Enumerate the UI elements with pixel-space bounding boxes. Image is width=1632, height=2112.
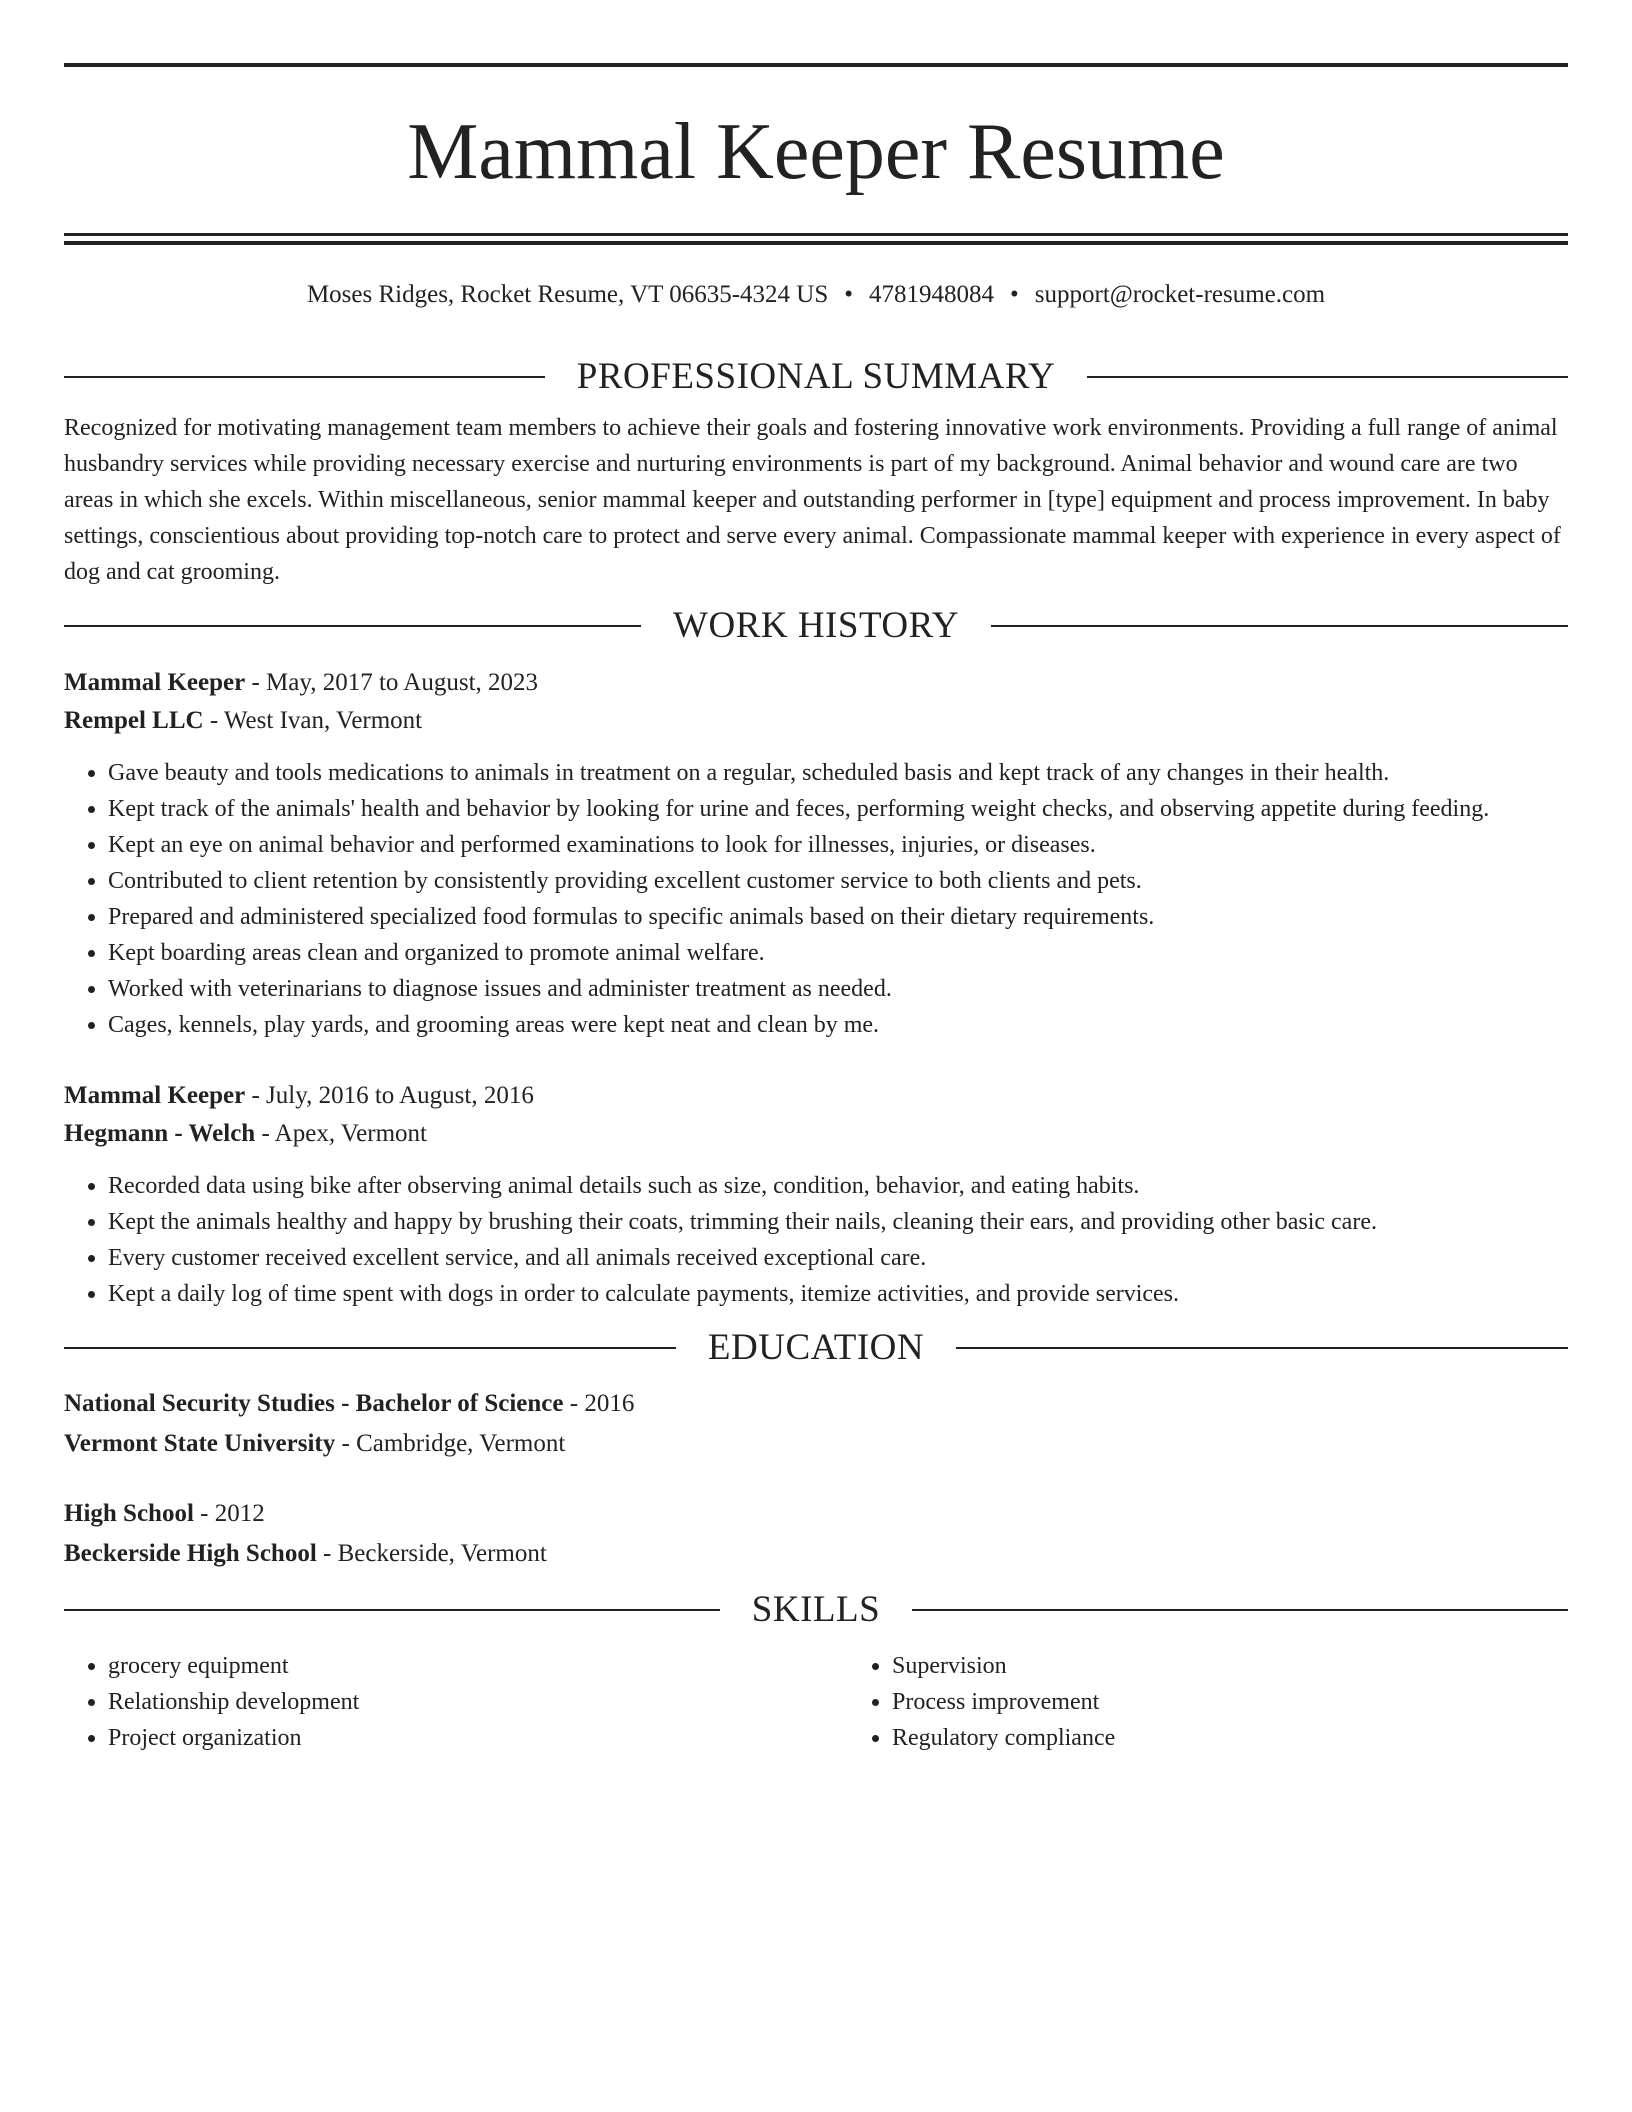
list-item: • Every customer received excellent service, and all animals received exceptional care.: [108, 1240, 1568, 1276]
job-title-line: [64, 1077, 1568, 1115]
work-heading: [64, 602, 1568, 650]
heading-rule-left: [64, 1347, 676, 1349]
education-heading: [64, 1324, 1568, 1372]
job-duties: [64, 755, 1568, 1043]
job-company: Rempel LLC: [64, 707, 204, 734]
skills-heading-label: SKILLS: [751, 1589, 881, 1630]
summary-heading: [64, 353, 1568, 401]
heading-rule-right: [991, 625, 1568, 627]
list-item: • Kept boarding areas clean and organized to promote animal welfare.: [108, 935, 1568, 971]
education-school: Beckerside High School: [64, 1540, 317, 1567]
job-location: - West Ivan, Vermont: [203, 707, 423, 734]
contact-address: Moses Ridges, Rocket Resume, VT 06635-4324 US: [306, 281, 829, 308]
job-company-line: [64, 702, 1568, 740]
title-rule-lower: [64, 241, 1568, 245]
contact-separator: •: [1010, 281, 1019, 308]
heading-rule-right: [956, 1347, 1568, 1349]
contact-line: [64, 279, 1568, 311]
heading-rule-left: [64, 376, 545, 378]
education-degree-line: [64, 1494, 1568, 1534]
job-company-line: [64, 1115, 1568, 1153]
job-entry: [64, 664, 1568, 1043]
list-item: • Worked with veterinarians to diagnose issues and administer treatment as needed.: [108, 971, 1568, 1007]
job-title: Mammal Keeper: [64, 1082, 246, 1109]
education-entry: [64, 1384, 1568, 1464]
job-title: Mammal Keeper: [64, 669, 246, 696]
work-heading-label: WORK HISTORY: [673, 605, 959, 646]
skill-item: • Relationship development: [108, 1684, 848, 1720]
list-item: • Kept the animals healthy and happy by brushing their coats, trimming their nails, cleaning their ears, and providing other basic care.: [108, 1204, 1568, 1240]
job-entry: [64, 1077, 1568, 1312]
education-school-line: [64, 1424, 1568, 1464]
skills-grid: [64, 1648, 1568, 1756]
heading-rule-right: [1087, 376, 1568, 378]
skill-item: • Project organization: [108, 1720, 848, 1756]
list-item: • Recorded data using bike after observing animal details such as size, condition, behavior, and eating habits.: [108, 1168, 1568, 1204]
resume-page: [64, 0, 1568, 1756]
education-degree: High School: [64, 1500, 194, 1527]
heading-rule-left: [64, 625, 641, 627]
summary-heading-label: PROFESSIONAL SUMMARY: [576, 356, 1056, 397]
education-heading-label: EDUCATION: [707, 1327, 925, 1368]
skills-list-right: [848, 1648, 1632, 1756]
skills-list-left: [64, 1648, 848, 1756]
list-item: • Kept a daily log of time spent with dogs in order to calculate payments, itemize activities, and provide services.: [108, 1276, 1568, 1312]
contact-phone: 4781948084: [869, 281, 994, 308]
education-school: Vermont State University: [64, 1430, 336, 1457]
education-degree-line: [64, 1384, 1568, 1424]
summary-text: Recognized for motivating management team members to achieve their goals and fostering innovative work environments. Providing a full range of animal husbandry services while providing necessary exercise and nurturing environments is part of my background. Animal behavior and wound care are two areas in which she excels. Within miscellaneous, senior mammal keeper and outstanding performer in [type] equipment and process improvement. In baby settings, conscientious about providing top-notch care to protect and serve every animal. Compassionate mammal keeper with experience in every aspect of dog and cat grooming.: [64, 415, 1561, 585]
skill-item: • Regulatory compliance: [892, 1720, 1632, 1756]
job-duties: [64, 1168, 1568, 1312]
heading-rule-left: [64, 1609, 720, 1611]
skill-item: • grocery equipment: [108, 1648, 848, 1684]
skill-item: • Process improvement: [892, 1684, 1632, 1720]
list-item: • Prepared and administered specialized food formulas to specific animals based on their dietary requirements.: [108, 899, 1568, 935]
list-item: • Cages, kennels, play yards, and grooming areas were kept neat and clean by me.: [108, 1007, 1568, 1043]
list-item: • Kept track of the animals' health and behavior by looking for urine and feces, performing weight checks, and observing appetite during feeding.: [108, 791, 1568, 827]
education-degree: National Security Studies - Bachelor of Science: [64, 1390, 564, 1417]
job-location: - Apex, Vermont: [255, 1120, 427, 1147]
education-year: - 2012: [193, 1500, 265, 1527]
education-year: - 2016: [563, 1390, 635, 1417]
contact-email: support@rocket-resume.com: [1034, 281, 1326, 308]
heading-rule-right: [912, 1609, 1568, 1611]
education-entry: [64, 1494, 1568, 1574]
job-title-line: [64, 664, 1568, 702]
skills-heading: [64, 1586, 1568, 1634]
list-item: • Gave beauty and tools medications to animals in treatment on a regular, scheduled basis and kept track of any changes in their health.: [108, 755, 1568, 791]
list-item: • Kept an eye on animal behavior and performed examinations to look for illnesses, injuries, or diseases.: [108, 827, 1568, 863]
education-location: - Cambridge, Vermont: [335, 1430, 566, 1457]
contact-separator: •: [844, 281, 853, 308]
skill-item: • Supervision: [892, 1648, 1632, 1684]
resume-title: Mammal Keeper Resume: [407, 108, 1225, 196]
job-dates: - May, 2017 to August, 2023: [245, 669, 539, 696]
job-dates: - July, 2016 to August, 2016: [245, 1082, 534, 1109]
list-item: • Contributed to client retention by consistently providing excellent customer service to both clients and pets.: [108, 863, 1568, 899]
education-location: - Beckerside, Vermont: [316, 1540, 547, 1567]
education-school-line: [64, 1534, 1568, 1574]
job-company: Hegmann - Welch: [64, 1120, 256, 1147]
